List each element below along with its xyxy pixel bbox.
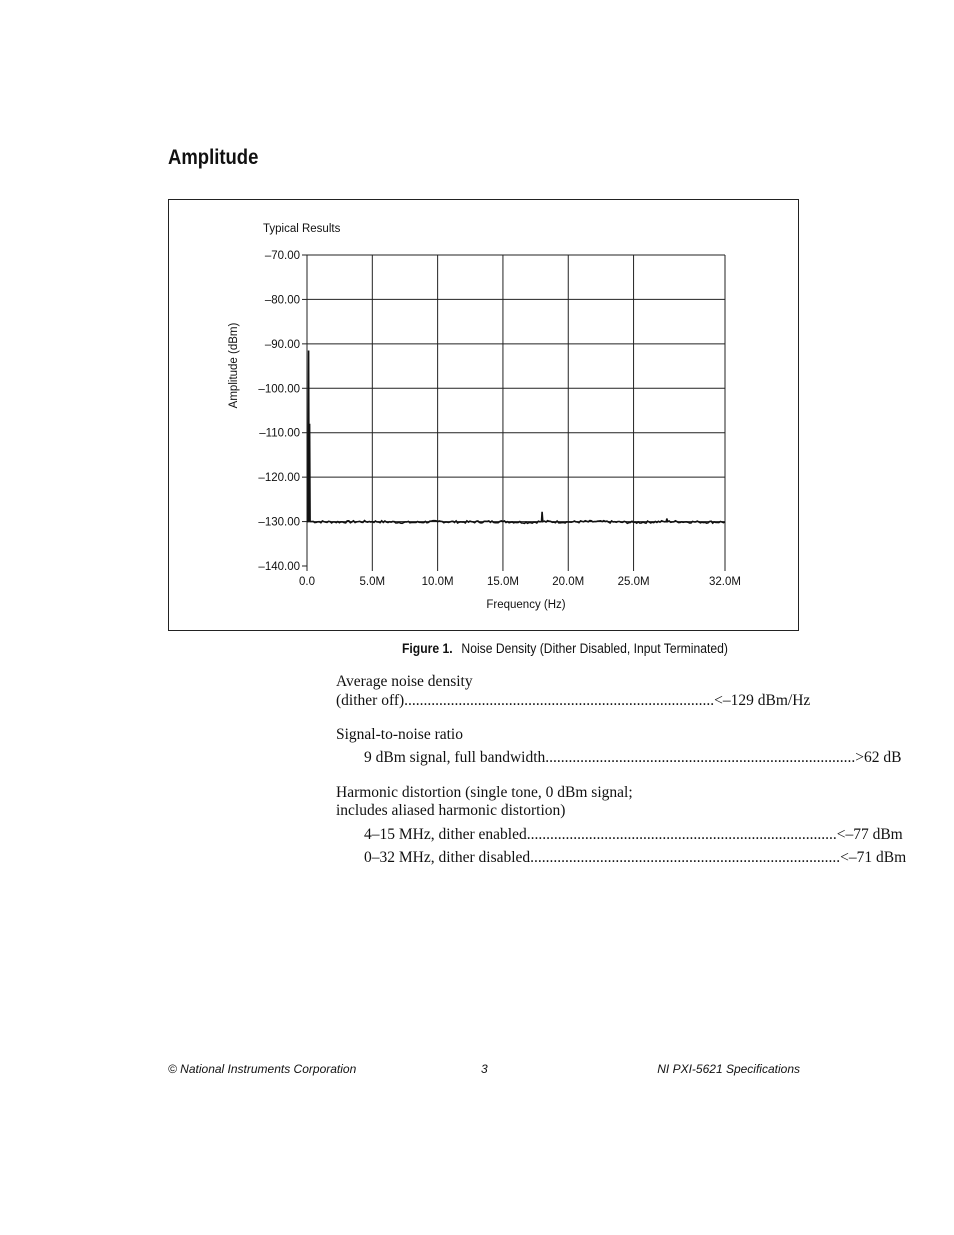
y-tick-label: –70.00 bbox=[264, 250, 300, 262]
figure-caption bbox=[402, 641, 728, 656]
spec-harmonic-label-1: 4–15 MHz, dither enabled bbox=[364, 826, 527, 843]
spec-harmonic-row bbox=[364, 849, 907, 867]
y-tick-label: –130.00 bbox=[258, 516, 300, 529]
spec-avg-noise-label: (dither off) bbox=[336, 692, 405, 709]
x-tick-label: 5.0M bbox=[359, 576, 386, 588]
footer-left: © National Instruments Corporation bbox=[168, 1062, 357, 1076]
figure-frame bbox=[168, 199, 799, 631]
y-tick-label: –120.00 bbox=[258, 472, 300, 485]
leader-dots: ................................................................................ bbox=[404, 692, 715, 709]
spec-avg-noise-value: <–129 dBm/Hz bbox=[714, 692, 811, 709]
spec-harmonic-value-1: <–77 dBm bbox=[836, 826, 903, 843]
figure-caption-label: Figure 1. bbox=[402, 641, 453, 656]
series-line bbox=[307, 351, 725, 524]
spec-harmonic-value-2: <–71 dBm bbox=[840, 849, 907, 866]
spec-harmonic-title-line1: Harmonic distortion (single tone, 0 dBm signal; bbox=[336, 784, 633, 801]
section-title: Amplitude bbox=[168, 146, 259, 169]
y-tick-label: –80.00 bbox=[264, 294, 300, 307]
x-tick-label: 32.0M bbox=[709, 576, 741, 588]
x-tick-label: 0.0 bbox=[299, 576, 315, 588]
y-tick-label: –90.00 bbox=[264, 338, 300, 351]
noise-density-chart bbox=[169, 200, 800, 632]
leader-dots: ................................................................................ bbox=[545, 749, 856, 766]
spec-snr-label: 9 dBm signal, full bandwidth bbox=[364, 749, 546, 766]
spec-harmonic-row bbox=[364, 826, 903, 844]
y-tick-label: –110.00 bbox=[259, 427, 300, 440]
x-tick-label: 10.0M bbox=[421, 576, 454, 588]
spec-avg-noise-row bbox=[336, 692, 811, 710]
x-tick-label: 25.0M bbox=[617, 576, 650, 588]
footer-right: NI PXI-5621 Specifications bbox=[657, 1062, 800, 1076]
spec-snr-title: Signal-to-noise ratio bbox=[336, 726, 463, 743]
spec-harmonic-label-2: 0–32 MHz, dither disabled bbox=[364, 849, 531, 866]
y-tick-label: –140.00 bbox=[258, 561, 300, 573]
x-tick-label: 15.0M bbox=[486, 576, 519, 588]
x-axis-label: Frequency (Hz) bbox=[486, 599, 566, 611]
footer-page-number: 3 bbox=[481, 1062, 488, 1076]
figure-caption-text: Noise Density (Dither Disabled, Input Terminated) bbox=[461, 641, 728, 656]
x-tick-label: 20.0M bbox=[552, 576, 585, 588]
leader-dots: ................................................................................ bbox=[526, 826, 837, 843]
chart-title: Typical Results bbox=[263, 223, 341, 235]
spec-harmonic-title-line2: includes aliased harmonic distortion) bbox=[336, 802, 566, 819]
leader-dots: ................................................................................ bbox=[530, 849, 841, 866]
spec-snr-value: >62 dB bbox=[855, 749, 902, 766]
y-axis-label: Amplitude (dBm) bbox=[228, 322, 240, 409]
spec-snr-row bbox=[364, 749, 902, 767]
spec-avg-noise-title: Average noise density bbox=[336, 673, 473, 690]
y-tick-label: –100.00 bbox=[258, 383, 300, 396]
